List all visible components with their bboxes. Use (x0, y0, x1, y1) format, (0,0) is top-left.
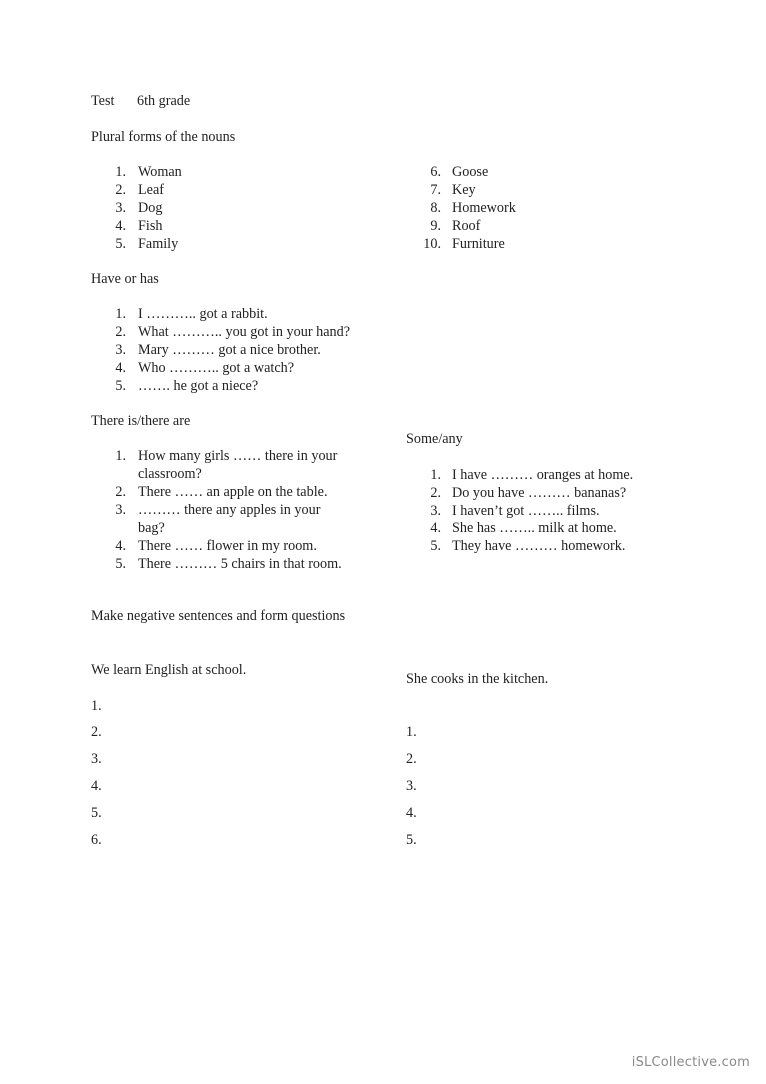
section-title-negatives-questions: Make negative sentences and form questions (91, 608, 346, 624)
list-number: 2. (430, 485, 441, 501)
list-item: How many girls …… there in your (138, 448, 338, 464)
list-number: 1. (115, 164, 126, 180)
list-item: Do you have ……… bananas? (452, 485, 627, 501)
list-number: 1. (430, 467, 441, 483)
list-item-continuation: classroom? (138, 466, 202, 482)
list-number: 4. (115, 538, 126, 554)
list-number: 2. (115, 484, 126, 500)
answer-line-number: 4. (91, 778, 102, 794)
answer-line-number: 4. (406, 805, 417, 821)
list-number: 4. (115, 218, 126, 234)
list-item: Furniture (452, 236, 505, 252)
list-number: 8. (430, 200, 441, 216)
list-item: Family (138, 236, 179, 252)
answer-line-number: 3. (406, 778, 417, 794)
list-item: I ……….. got a rabbit. (138, 306, 268, 322)
list-item: ……. he got a niece? (138, 378, 259, 394)
list-number: 7. (430, 182, 441, 198)
list-number: 5. (115, 236, 126, 252)
right-sentence: She cooks in the kitchen. (406, 671, 549, 687)
list-item: There …… an apple on the table. (138, 484, 328, 500)
list-item: Who ……….. got a watch? (138, 360, 295, 376)
answer-line-number: 5. (91, 805, 102, 821)
list-number: 6. (430, 164, 441, 180)
list-item: Homework (452, 200, 516, 216)
list-number: 1. (115, 306, 126, 322)
list-number: 2. (115, 182, 126, 198)
list-item: Woman (138, 164, 182, 180)
answer-line-number: 2. (91, 724, 102, 740)
list-number: 4. (430, 520, 441, 536)
list-item: Mary ……… got a nice brother. (138, 342, 321, 358)
list-item: She has …….. milk at home. (452, 520, 617, 536)
grade-label: 6th grade (137, 93, 191, 109)
list-item: Fish (138, 218, 163, 234)
list-item: Dog (138, 200, 163, 216)
answer-line-number: 1. (91, 698, 102, 714)
list-number: 4. (115, 360, 126, 376)
list-item: Key (452, 182, 476, 198)
list-item: ……… there any apples in your (138, 502, 321, 518)
list-number: 1. (115, 448, 126, 464)
list-number: 5. (430, 538, 441, 554)
list-number: 3. (430, 503, 441, 519)
list-item: What ……….. you got in your hand? (138, 324, 350, 340)
answer-line-number: 1. (406, 724, 417, 740)
list-number: 2. (115, 324, 126, 340)
answer-line-number: 2. (406, 751, 417, 767)
list-item: I haven’t got …….. films. (452, 503, 600, 519)
watermark-text: iSLCollective.com (631, 1055, 750, 1070)
list-item: They have ……… homework. (452, 538, 626, 554)
list-item: I have ……… oranges at home. (452, 467, 634, 483)
list-number: 5. (115, 378, 126, 394)
list-number: 3. (115, 200, 126, 216)
section-title-plural: Plural forms of the nouns (91, 129, 236, 145)
list-item: Roof (452, 218, 481, 234)
answer-line-number: 6. (91, 832, 102, 848)
list-item-continuation: bag? (138, 520, 165, 536)
list-item: Leaf (138, 182, 164, 198)
list-item: There ……… 5 chairs in that room. (138, 556, 342, 572)
list-item: There …… flower in my room. (138, 538, 317, 554)
list-number: 10. (423, 236, 441, 252)
section-title-there-is-are: There is/there are (91, 413, 191, 429)
list-number: 5. (115, 556, 126, 572)
left-sentence: We learn English at school. (91, 662, 247, 678)
answer-line-number: 5. (406, 832, 417, 848)
list-number: 9. (430, 218, 441, 234)
answer-line-number: 3. (91, 751, 102, 767)
section-title-some-any: Some/any (406, 431, 463, 447)
test-label: Test (91, 93, 115, 109)
list-number: 3. (115, 502, 126, 518)
section-title-have-has: Have or has (91, 271, 159, 287)
list-number: 3. (115, 342, 126, 358)
list-item: Goose (452, 164, 489, 180)
